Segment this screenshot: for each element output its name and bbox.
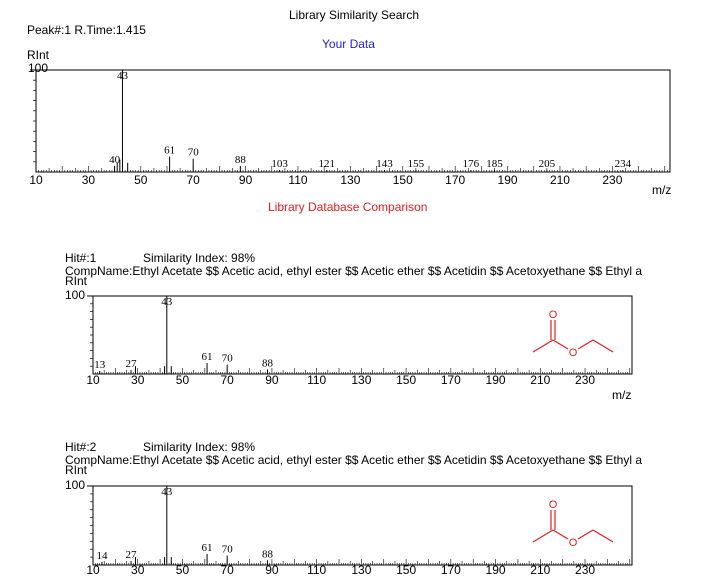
panel1-x-tick-label-110: 110 [307,373,327,387]
panel0-peak-label-61: 61 [164,144,176,157]
panel2-peak-label-88: 88 [261,548,273,561]
panel0-peak-label-176: 176 [462,157,480,170]
structure2-bond-2 [553,530,568,539]
panel2-peak-label-27: 27 [125,549,137,562]
panel2-x-tick-label-90: 90 [265,563,279,577]
structure2-bond-4 [593,530,613,542]
panel0-peak-label-185: 185 [486,157,503,170]
panel1-peak-label-27: 27 [125,358,137,371]
structure1-bond-3 [578,340,593,349]
structure1-bond-2 [553,340,568,349]
panel2-x-tick-label-150: 150 [396,563,417,577]
panel1-x-tick-label-170: 170 [440,373,461,387]
panel2-peak-label-14: 14 [96,549,108,562]
panel0-x-tick-label-10: 10 [29,173,43,187]
panel1-x-axis-label: m/z [612,388,632,402]
panel1-x-tick-label-130: 130 [351,373,372,387]
panel1-y-axis-label: RInt [65,274,88,288]
panel2-peak-label-70: 70 [221,543,233,556]
panel1-peak-label-61: 61 [201,351,213,364]
structure2-ester-oxygen: O [568,537,578,549]
panel2-x-tick-label-10: 10 [86,563,100,577]
panel2-x-tick-label-230: 230 [575,563,596,577]
panel2-peak-label-43: 43 [161,486,173,498]
panel1-peak-label-43: 43 [161,296,173,308]
panel1-x-tick-label-150: 150 [396,373,417,387]
structure1-carbonyl-oxygen: O [548,309,558,321]
panel1-x-tick-label-90: 90 [265,373,279,387]
panel0-x-tick-label-30: 30 [81,173,96,187]
hit1-similarity: Similarity Index: 98% [143,251,256,265]
library-comparison-label: Library Database Comparison [268,200,428,214]
panel0-peak-label-234: 234 [614,157,632,170]
hit1-compname: CompName:Ethyl Acetate $$ Acetic acid, ethyl ester $$ Acetic ether $$ Acetidin $$ Acetoxyethane $$ Ethyl a [65,264,643,278]
panel2-y-tick-label: 100 [65,478,86,492]
panel1-y-tick-label: 100 [65,288,86,302]
structure2-bond-1 [533,530,553,542]
panel1-x-tick-label-50: 50 [175,373,190,387]
panel0-peak-label-40: 40 [109,153,121,166]
panel1-x-tick-label-10: 10 [86,373,100,387]
panel2-x-tick-label-110: 110 [307,563,327,577]
panel0-peak-label-70: 70 [187,146,199,159]
peak-info: Peak#:1 R.Time:1.415 [27,23,146,37]
panel2-y-axis-label: RInt [65,463,88,477]
panel2-x-tick-label-190: 190 [485,563,506,577]
panel0-x-tick-label-110: 110 [288,173,308,187]
panel0-x-tick-label-170: 170 [445,173,466,187]
panel1-peak-label-13: 13 [94,358,106,371]
panel0-x-tick-label-210: 210 [549,173,570,187]
panel0-peak-label-155: 155 [407,157,425,170]
structure1-bond-4 [593,340,613,352]
panel0-y-tick-label: 100 [28,61,49,75]
structure2-carbonyl-oxygen: O [548,499,558,511]
panel2-x-tick-label-50: 50 [175,563,190,577]
panel0-x-axis-label: m/z [652,183,672,197]
panel0-x-tick-label-150: 150 [392,173,413,187]
panel0-peak-label-43: 43 [116,70,128,82]
panel0-x-tick-label-70: 70 [186,173,200,187]
panel0-peak-label-103: 103 [271,157,288,170]
panel0-x-tick-label-90: 90 [238,173,253,187]
panel1-x-tick-label-210: 210 [530,373,551,387]
structure1-ester-oxygen: O [568,347,578,359]
panel2-x-tick-label-30: 30 [131,563,145,577]
panel2-x-tick-label-170: 170 [440,563,461,577]
hit1-number: Hit#:1 [65,251,97,265]
panel0-plot-frame [36,70,670,172]
panel0-peak-label-88: 88 [234,153,246,166]
panel1-x-tick-label-190: 190 [485,373,506,387]
panel1-x-tick-label-70: 70 [220,373,234,387]
your-data-label: Your Data [322,37,375,51]
panel1-peak-label-88: 88 [261,357,273,370]
hit2-compname: CompName:Ethyl Acetate $$ Acetic acid, ethyl ester $$ Acetic ether $$ Acetidin $$ Acetoxyethane $$ Ethyl a [65,453,643,467]
panel2-peak-label-61: 61 [201,541,213,554]
panel0-x-tick-label-230: 230 [602,173,623,187]
structure2-bond-3 [578,530,593,539]
panel2-x-tick-label-210: 210 [530,563,551,577]
panel0-x-tick-label-50: 50 [134,173,148,187]
panel1-x-tick-label-30: 30 [131,373,145,387]
hit2-number: Hit#:2 [65,440,97,454]
panel0-peak-label-121: 121 [318,157,336,170]
panel0-peak-label-143: 143 [376,157,393,170]
panel1-peak-label-70: 70 [221,352,233,365]
panel1-x-tick-label-230: 230 [575,373,596,387]
panel0-x-tick-label-190: 190 [497,173,518,187]
panel2-x-tick-label-70: 70 [220,563,234,577]
hit2-similarity: Similarity Index: 98% [143,440,256,454]
panel2-x-tick-label-130: 130 [351,563,372,577]
structure1-bond-1 [533,340,553,352]
panel0-x-tick-label-130: 130 [340,173,361,187]
page-title: Library Similarity Search [289,8,420,22]
panel0-y-axis-label: RInt [27,48,50,62]
panel0-peak-label-205: 205 [538,157,556,170]
